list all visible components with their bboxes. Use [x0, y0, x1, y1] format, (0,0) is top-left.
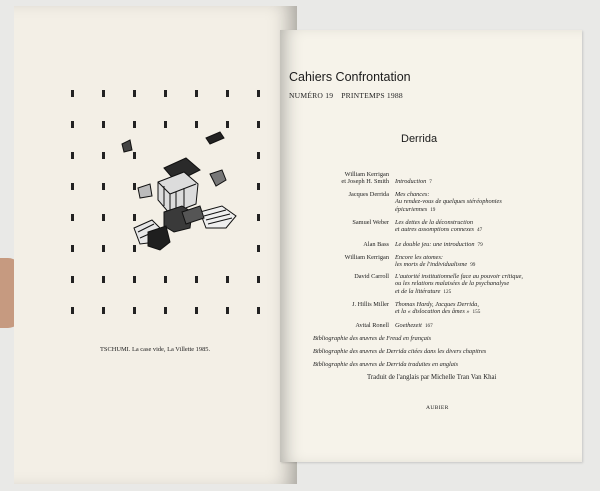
toc-title: Les dettes de la déconstruction [395, 219, 473, 226]
folly-piece-upper-left [122, 140, 132, 152]
toc-title-line2: Au rendez-vous de quelques stéréophonies [395, 198, 502, 206]
toc-page: 47 [477, 227, 483, 234]
toc-author: William Kerrigan [344, 171, 389, 178]
toc-title: Introduction 7 [395, 178, 432, 186]
toc-title-line3: épicuriennes 19 [395, 205, 436, 213]
toc-page: 99 [470, 262, 476, 269]
bibliography-item: Bibliographie des œuvres de Derrida traduites en anglais [313, 361, 459, 368]
subject-heading: Derrida [401, 133, 438, 145]
toc-title-line2: ou les relations malaisées de la psychanalyse [395, 280, 510, 288]
folly-illustration [14, 6, 297, 484]
toc-title: Goethezeit 167 [395, 322, 433, 329]
journal-title: Cahiers Confrontation [289, 70, 411, 84]
toc-page: 167 [424, 323, 433, 329]
toc-page: 155 [472, 309, 481, 316]
bibliography-item: Bibliographie des œuvres de Freud en français [313, 335, 432, 342]
right-page [280, 30, 582, 462]
issue-number: NUMÉRO 19 [289, 91, 334, 100]
toc-title-line2: les morts de l'individualisme 99 [395, 261, 476, 269]
issue-season: PRINTEMPS 1988 [341, 91, 403, 100]
toc-title-line2: et la « dislocation des âmes » 155 [395, 308, 481, 316]
issue-line [289, 91, 411, 100]
toc-author-line2: et Joseph H. Smith [341, 178, 389, 186]
left-page [14, 6, 297, 484]
toc-author: J. Hillis Miller [352, 301, 389, 308]
translator-credit: Traduit de l'anglais par Michelle Tran Van Khai [367, 374, 497, 381]
folly-piece-tilted [206, 132, 224, 144]
toc-page: 7 [429, 179, 432, 186]
toc-author: William Kerrigan [344, 254, 389, 261]
toc-title-line2: et autres assomptions connexes 47 [395, 226, 483, 234]
toc-page: 19 [430, 206, 436, 213]
toc-author: David Carroll [354, 273, 389, 280]
publisher-name: AUBIER [426, 405, 449, 411]
toc-page: 79 [477, 242, 483, 248]
toc-title: Le double jeu: une introduction 79 [395, 241, 483, 248]
figure-caption: TSCHUMI. La case vide, La Villette 1985. [100, 346, 211, 353]
toc-title: L'autorité institutionnelle face au pouvoir critique, [395, 273, 523, 280]
toc-title-line3: et de la littérature 125 [395, 287, 452, 295]
folly-piece-small [210, 170, 226, 186]
toc-author: Avital Ronell [355, 322, 389, 329]
toc-title: Mes chances: [395, 191, 430, 198]
bibliography-item: Bibliographie des œuvres de Derrida citées dans les divers chapitres [313, 348, 487, 355]
toc-page: 125 [443, 288, 452, 295]
toc-title: Encore les atomes: [395, 254, 444, 261]
toc-author: Alan Bass [363, 241, 389, 248]
toc-title: Thomas Hardy, Jacques Derrida, [395, 301, 479, 308]
folly-piece-mid-left [138, 184, 152, 198]
toc-author: Samuel Weber [352, 219, 389, 226]
toc-author: Jacques Derrida [348, 191, 389, 198]
